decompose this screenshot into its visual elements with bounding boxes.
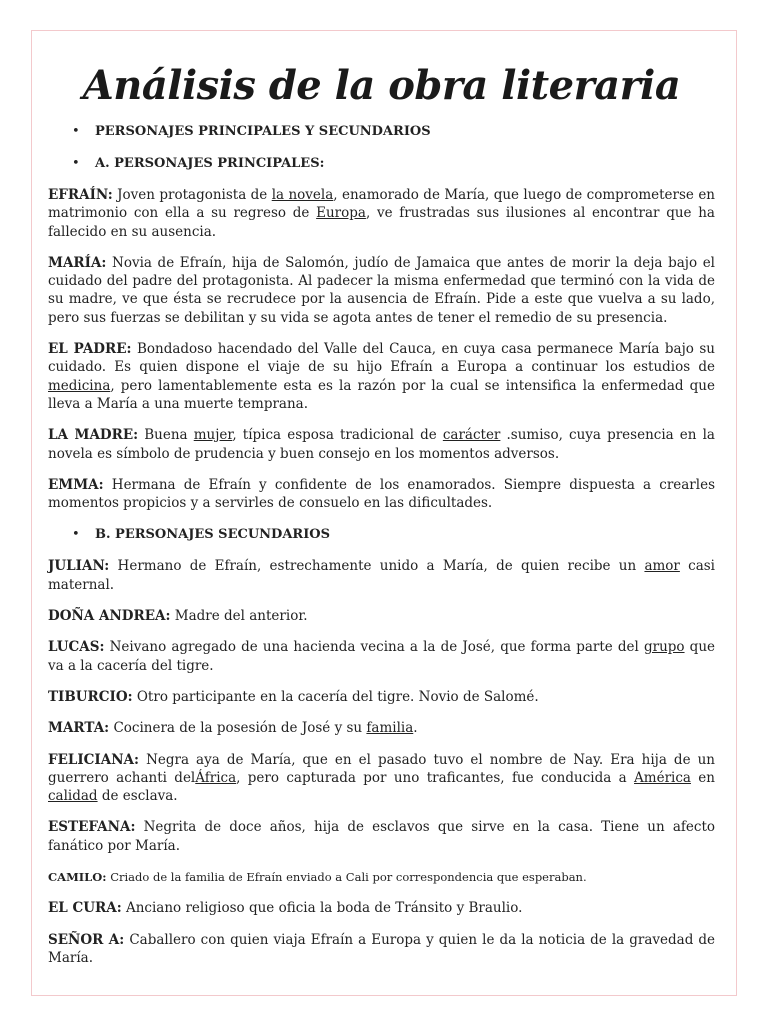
- character-name: FELICIANA:: [48, 751, 140, 768]
- description-text: de esclava.: [97, 788, 178, 805]
- bullet-text: B. PERSONAJES SECUNDARIOS: [95, 527, 331, 543]
- description-text: Caballero con quien viaja Efraín a Europa y quien le da la noticia de la gravedad de María.: [48, 931, 716, 966]
- description-text: Buena: [138, 427, 194, 444]
- description-text: Anciano religioso que oficia la boda de Tránsito y Braulio.: [121, 900, 523, 917]
- description-text: Hermano de Efraín, estrechamente unido a María, de quien recibe un: [109, 558, 645, 575]
- character-name: MARTA:: [48, 720, 110, 737]
- character-dona-andrea: [48, 607, 715, 625]
- description-text: Criado de la familia de Efraín enviado a Cali por correspondencia que esperaban.: [106, 870, 587, 885]
- description-text: , típica esposa tradicional de: [232, 427, 443, 444]
- character-marta: [48, 719, 715, 737]
- description-text: , pero lamentablemente esta es la razón por la cual se intensifica la enfermedad que lleva a María a una muerte temprana.: [48, 377, 715, 412]
- description-text: Neivano agregado de una hacienda vecina a la de José, que forma parte del: [104, 639, 644, 656]
- description-text: , pero capturada por uno traficantes, fue conducida a: [236, 769, 635, 786]
- bullet-dot: •: [72, 527, 80, 543]
- character-lucas: [48, 638, 715, 675]
- character-julian: [48, 557, 715, 594]
- character-name: LUCAS:: [48, 639, 105, 656]
- bullet-heading-principales: [48, 154, 715, 174]
- character-name: EFRAÍN:: [48, 187, 113, 203]
- character-tiburcio: [48, 688, 715, 706]
- character-name: DOÑA ANDREA:: [48, 608, 171, 625]
- link-europa[interactable]: Europa: [316, 205, 366, 222]
- link-africa[interactable]: África: [195, 769, 237, 786]
- character-name: EL CURA:: [48, 900, 122, 917]
- character-la-madre: [48, 426, 715, 463]
- character-name: JULIAN:: [48, 558, 110, 575]
- link-grupo[interactable]: grupo: [643, 639, 685, 656]
- character-name: TIBURCIO:: [48, 688, 133, 705]
- character-el-cura: [48, 899, 715, 917]
- character-el-padre: [48, 340, 715, 413]
- description-text: Joven protagonista de: [112, 187, 272, 203]
- character-name: ESTEFANA:: [48, 819, 136, 836]
- document-title: Análisis de la obra literaria: [82, 62, 681, 109]
- link-la-novela[interactable]: la novela: [271, 187, 334, 203]
- description-text: Novia de Efraín, hija de Salomón, judío de Jamaica que antes de morir la deja bajo el cuidado del padre del protagonista. Al padecer la misma enfermedad que terminó con la vida de su madre, ve que ésta se recrudece por la ausencia de Efraín. Pide a este que vuelva a su lado, pero sus fuerzas se debilitan y su vida se agota antes de tener el remedio de su presencia.: [48, 254, 715, 326]
- character-name: MARÍA:: [48, 254, 107, 271]
- character-maria: [48, 254, 715, 327]
- description-text: Madre del anterior.: [170, 608, 308, 625]
- description-text: que va a la cacería del tigre.: [48, 639, 716, 674]
- character-name: LA MADRE:: [48, 427, 139, 444]
- character-feliciana: [48, 751, 715, 806]
- bullet-text: PERSONAJES PRINCIPALES Y SECUNDARIOS: [95, 124, 431, 139]
- character-name: CAMILO:: [48, 870, 107, 885]
- bullet-dot: •: [72, 156, 80, 171]
- link-amor[interactable]: amor: [644, 558, 680, 575]
- description-text: .sumiso, cuya presencia en la novela es símbolo de prudencia y buen consejo en los momentos adversos.: [48, 427, 715, 462]
- bullet-heading-secundarios: [48, 525, 715, 545]
- link-familia[interactable]: familia: [366, 720, 414, 737]
- description-text: Negra aya de María, que en el pasado tuvo el nombre de Nay. Era hija de un guerrero achanti del: [48, 751, 715, 786]
- document-body: [48, 62, 715, 980]
- description-text: Cocinera de la posesión de José y su: [109, 720, 367, 737]
- bullet-text: A. PERSONAJES PRINCIPALES:: [95, 156, 325, 171]
- bullet-heading-personajes: [48, 122, 715, 142]
- character-camilo: [48, 868, 715, 886]
- character-name: EL PADRE:: [48, 341, 132, 358]
- character-emma: [48, 476, 715, 513]
- description-text: casi maternal.: [48, 558, 715, 593]
- description-text: Negrita de doce años, hija de esclavos que sirve en la casa. Tiene un afecto fanático por María.: [48, 819, 715, 854]
- link-medicina[interactable]: medicina: [48, 377, 111, 394]
- character-name: EMMA:: [48, 476, 104, 493]
- character-estefana: [48, 818, 715, 855]
- description-text: Bondadoso hacendado del Valle del Cauca, en cuya casa permanece María bajo su cuidado. Es quien dispone el viaje de su hijo Efraín a Europa a continuar los estudios de: [48, 341, 715, 376]
- description-text: Hermana de Efraín y confidente de los enamorados. Siempre dispuesta a crearles momentos propicios y a servirles de consuelo en las dificultades.: [48, 476, 715, 512]
- link-america[interactable]: América: [634, 769, 691, 786]
- link-caracter[interactable]: carácter: [442, 427, 501, 444]
- description-text: , enamorado de María, que luego de comprometerse en matrimonio con ella a su regreso de: [48, 187, 716, 222]
- link-mujer[interactable]: mujer: [193, 427, 233, 444]
- character-efrain: [48, 186, 715, 241]
- link-calidad[interactable]: calidad: [48, 788, 98, 805]
- character-name: SEÑOR A:: [48, 931, 125, 948]
- description-text: , ve frustradas sus ilusiones al encontrar que ha fallecido en su ausencia.: [48, 205, 715, 240]
- character-senor-a: [48, 931, 715, 968]
- bullet-dot: •: [72, 124, 80, 139]
- description-text: en: [690, 769, 715, 786]
- description-text: Otro participante en la cacería del tigre. Novio de Salomé.: [132, 688, 539, 705]
- description-text: .: [413, 720, 418, 737]
